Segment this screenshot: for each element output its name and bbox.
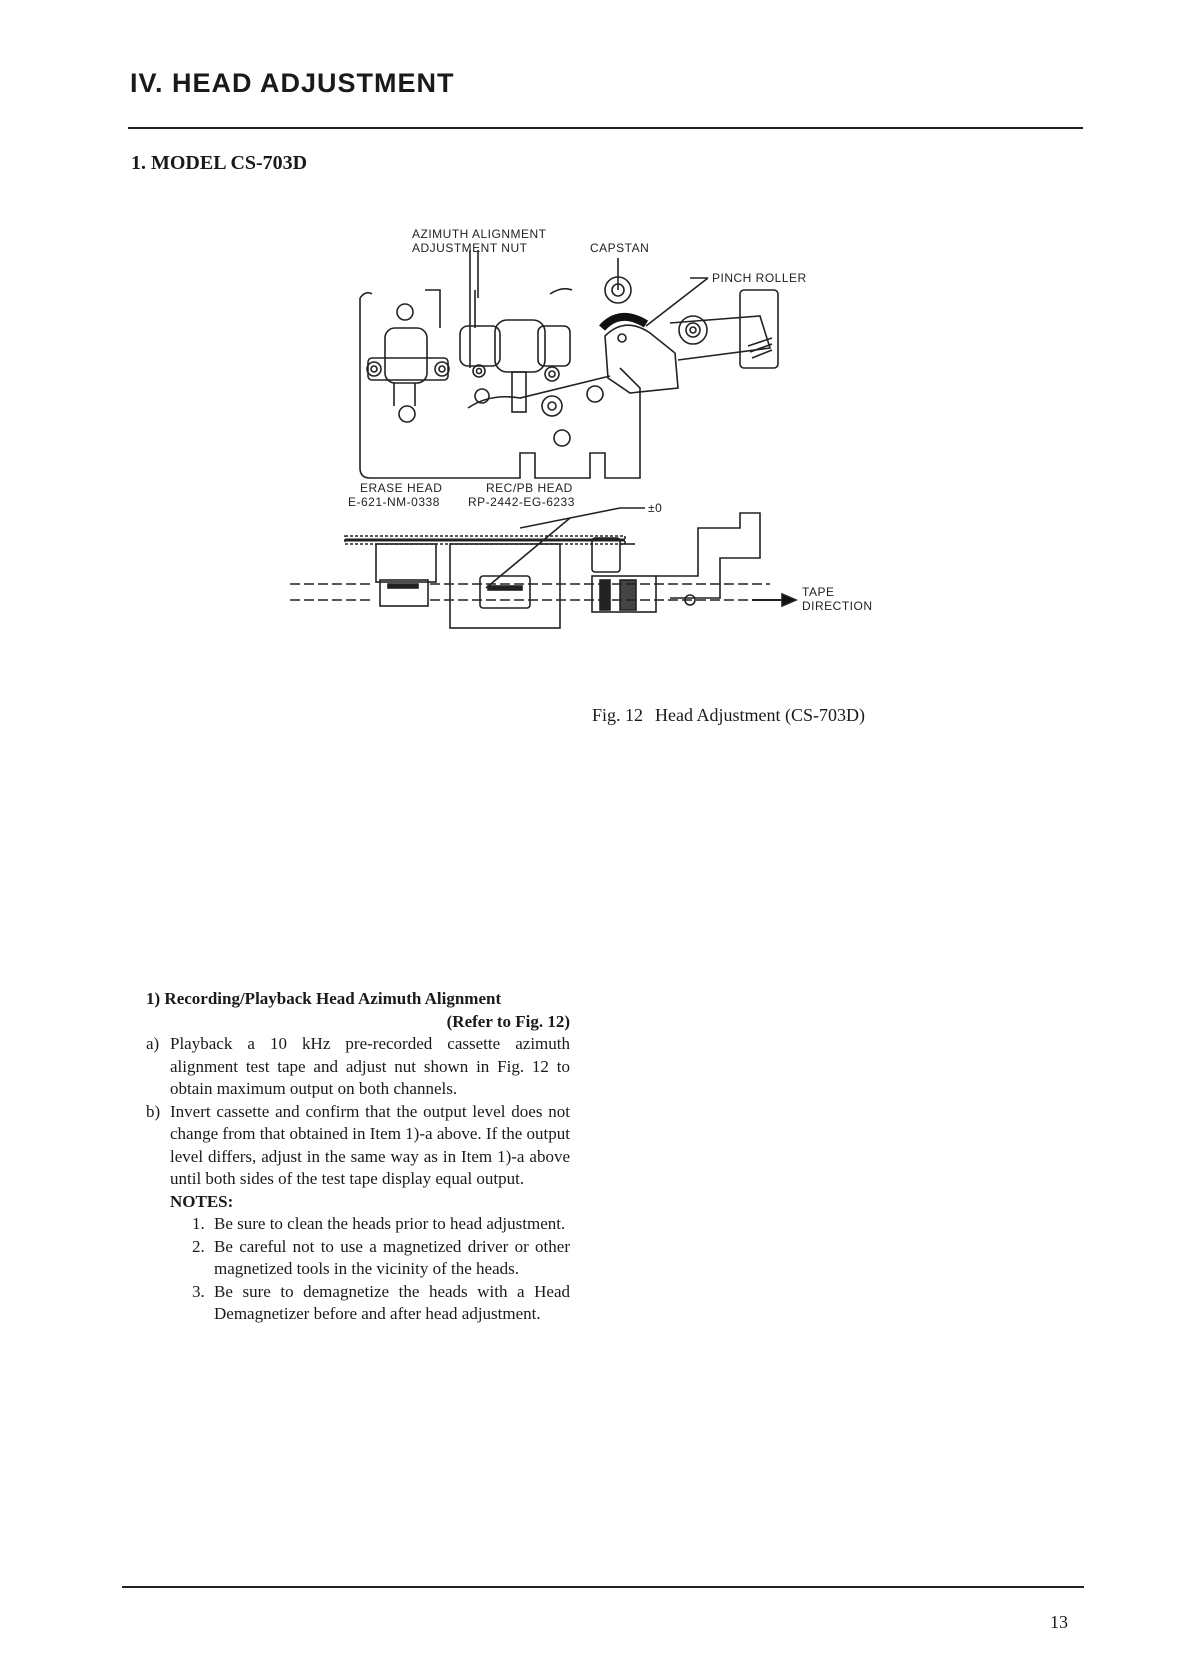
- note-item: [192, 1281, 570, 1326]
- note-label: 2.: [192, 1236, 205, 1256]
- chassis-outline: [360, 298, 640, 478]
- procedure-section: [146, 988, 570, 1326]
- recpb-head-side: [480, 576, 530, 608]
- item-text: Playback a 10 kHz pre-recorded cassette azimuth alignment test tape and adjust nut shown in Fig. 12 to obtain maximum output on both channels.: [170, 1034, 570, 1098]
- figure-title: Head Adjustment (CS-703D): [655, 705, 865, 725]
- subsection-title: 1. MODEL CS-703D: [131, 152, 308, 174]
- procedure-item: [146, 1033, 570, 1101]
- bottom-divider: [122, 1586, 1084, 1588]
- procedure-reference: (Refer to Fig. 12): [446, 1011, 570, 1031]
- head-adjustment-figure: [290, 228, 910, 688]
- figure-caption: [592, 705, 865, 726]
- item-label: b): [146, 1101, 161, 1121]
- pinch-roller-label: PINCH ROLLER: [712, 271, 807, 285]
- note-label: 1.: [192, 1214, 205, 1233]
- page-number: 13: [1050, 1612, 1068, 1632]
- recpb-head-label-line2: RP-2442-EG-6233: [468, 495, 575, 509]
- capstan-label: CAPSTAN: [590, 241, 650, 255]
- azimuth-label-line2: ADJUSTMENT NUT: [412, 241, 528, 255]
- erase-head-label-line1: ERASE HEAD: [360, 481, 443, 495]
- erase-head-top: [385, 328, 427, 383]
- procedure-title: 1) Recording/Playback Head Azimuth Alignment: [146, 989, 502, 1008]
- head-mechanism-drawing: [290, 228, 910, 688]
- figure-number: Fig. 12: [592, 705, 644, 725]
- note-label: 3.: [192, 1281, 205, 1301]
- item-label: a): [146, 1034, 160, 1053]
- top-divider: [128, 127, 1083, 129]
- tape-label-line2: DIRECTION: [802, 599, 873, 613]
- note-text: Be sure to demagnetize the heads with a Head Demagnetizer before and after head adjustment.: [214, 1281, 570, 1323]
- tape-label-line1: TAPE: [802, 585, 835, 599]
- note-item: [192, 1236, 570, 1281]
- recpb-head-label-line1: REC/PB HEAD: [486, 481, 573, 495]
- item-text: Invert cassette and confirm that the output level does not change from that obtained in Item 1)-a above. If the output level differs, adjust in the same way as in Item 1)-a above until both sides of the test tape display equal output.: [170, 1101, 570, 1188]
- azimuth-label-line1: AZIMUTH ALIGNMENT: [412, 228, 547, 241]
- note-text: Be sure to clean the heads prior to head adjustment.: [214, 1214, 566, 1233]
- notes-title: NOTES:: [170, 1191, 234, 1211]
- erase-head-label-line2: E-621-NM-0338: [348, 495, 440, 509]
- plus-minus-zero-label: ±0: [648, 501, 663, 515]
- note-text: Be careful not to use a magnetized driver or other magnetized tools in the vicinity of the heads.: [214, 1236, 570, 1278]
- procedure-item: [146, 1101, 570, 1191]
- pinch-roller-arm: [605, 325, 678, 393]
- note-item: [192, 1213, 570, 1236]
- section-title: IV. HEAD ADJUSTMENT: [130, 68, 455, 98]
